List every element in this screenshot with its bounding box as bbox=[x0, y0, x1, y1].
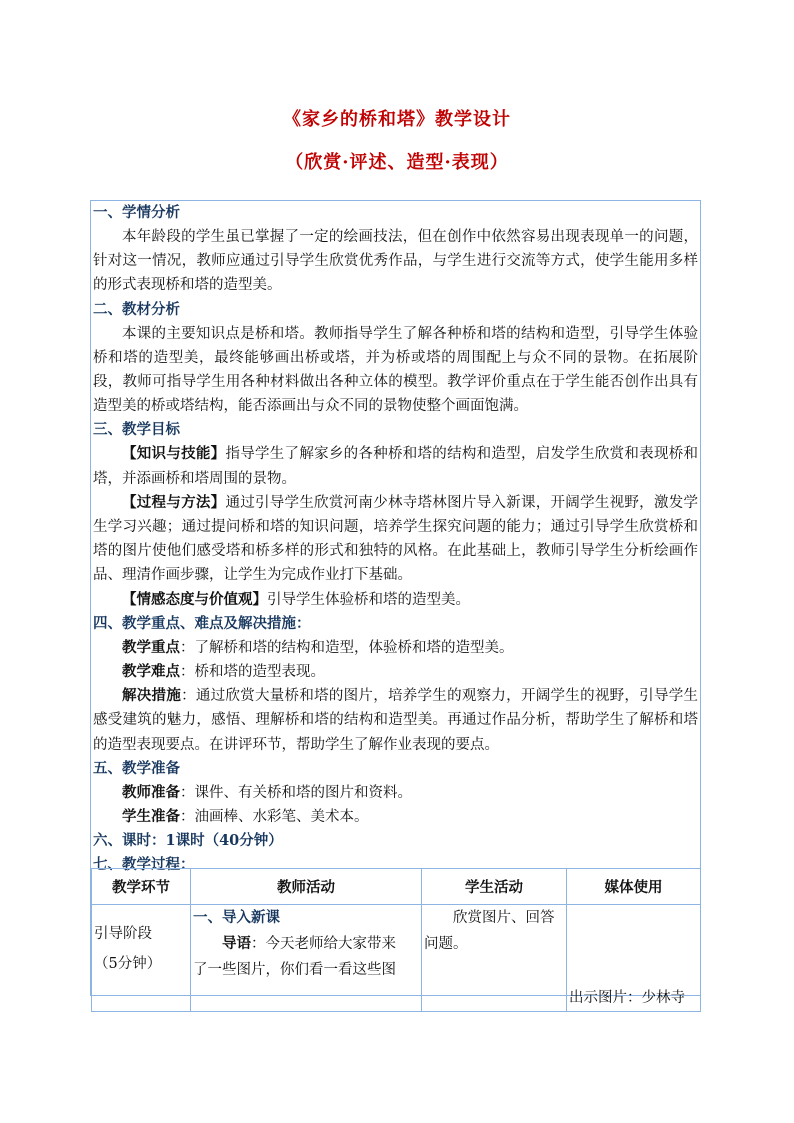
solution-label: 解决措施 bbox=[122, 687, 182, 705]
student-activity-2: 问题。 bbox=[424, 936, 468, 952]
teacher-activity-line1 bbox=[193, 931, 419, 957]
difficult-point bbox=[93, 660, 698, 684]
key-point-text: ：了解桥和塔的结构和造型，体验桥和塔的造型美。 bbox=[180, 639, 514, 656]
material-analysis-text: 本课的主要知识点是桥和塔。教师指导学生了解各种桥和塔的结构和造型，引导学生体验桥和塔的造型美，最终能够画出桥或塔，并为桥或塔的周围配上与众不同的景物。在拓展阶段，教师可指导学生用各种材料做出各种立体的模型。教学评价重点在于学生能否创作出具有造型美的桥或塔结构，能否添画出与众不同的景物使整个画面饱满。 bbox=[93, 325, 698, 415]
section-heading-process: 七、教学过程： bbox=[93, 856, 195, 874]
teacher-prep bbox=[93, 781, 698, 805]
teacher-prep-label: 教师准备 bbox=[122, 783, 180, 801]
student-analysis-text: 本年龄段的学生虽已掌握了一定的绘画技法，但在创作中依然容易出现表现单一的问题，针对这一情况，教师应通过引导学生欣赏优秀作品，与学生进行交流等方式，使学生能用多样的形式表现桥和塔的造型美。 bbox=[93, 229, 698, 294]
goal-knowledge bbox=[93, 442, 698, 490]
intro-text-2: 了一些图片，你们看一看这些图 bbox=[193, 962, 396, 978]
difficult-point-text: ：桥和塔的造型表现。 bbox=[180, 664, 325, 681]
section-heading-key-points: 四、教学重点、难点及解决措施： bbox=[93, 614, 311, 632]
table-row bbox=[92, 905, 701, 1012]
key-point-label: 教学重点 bbox=[122, 638, 180, 656]
section-heading-goals: 三、教学目标 bbox=[93, 421, 180, 439]
key-point bbox=[93, 636, 698, 660]
goal-process bbox=[93, 491, 698, 588]
difficult-point-label: 教学难点 bbox=[122, 663, 180, 681]
goal-process-label: 【过程与方法】 bbox=[122, 493, 226, 511]
goal-knowledge-label: 【知识与技能】 bbox=[122, 445, 226, 463]
goal-attitude-label: 【情感态度与价值观】 bbox=[122, 590, 267, 608]
section-heading-material-analysis: 二、教材分析 bbox=[93, 300, 180, 318]
intro-label: 导语 bbox=[222, 935, 251, 952]
cell-stage bbox=[92, 905, 191, 1012]
solution bbox=[93, 684, 698, 757]
solution-text: ：通过欣赏大量桥和塔的图片，培养学生的观察力，开阔学生的视野，引导学生感受建筑的魅力，感悟、理解桥和塔的结构和造型美。再通过作品分析，帮助学生了解桥和塔的造型表现要点。在讲评环节，帮助学生了解作业表现的要点。 bbox=[93, 688, 699, 753]
process-table bbox=[91, 868, 701, 1012]
section-heading-student-analysis: 一、学情分析 bbox=[93, 204, 180, 221]
stage-duration: （5分钟） bbox=[94, 956, 162, 972]
section-heading-preparation: 五、教学准备 bbox=[93, 759, 180, 777]
lesson-plan-body bbox=[93, 201, 698, 877]
goal-attitude-text: 引导学生体验桥和塔的造型美。 bbox=[267, 591, 470, 608]
table-header-stage: 教学环节 bbox=[92, 869, 191, 905]
goal-knowledge-text: 指导学生了解家乡的各种桥和塔的结构和造型，启发学生欣赏和表现桥和塔，并添画桥和塔周围的景物。 bbox=[93, 446, 699, 487]
table-header-media: 媒体使用 bbox=[567, 869, 701, 905]
cell-student bbox=[422, 905, 567, 1012]
student-prep-label: 学生准备 bbox=[122, 808, 180, 826]
cell-teacher bbox=[191, 905, 422, 1012]
table-header-student: 学生活动 bbox=[422, 869, 567, 905]
page-subtitle: （欣赏·评述、造型·表现） bbox=[285, 152, 509, 173]
student-prep bbox=[93, 805, 698, 829]
student-prep-text: ：油画棒、水彩笔、美术本。 bbox=[180, 809, 369, 826]
goal-attitude bbox=[93, 588, 698, 612]
table-header-teacher: 教师活动 bbox=[191, 869, 422, 905]
lesson-plan-frame bbox=[90, 200, 701, 1006]
teacher-prep-text: ：课件、有关桥和塔的图片和资料。 bbox=[180, 784, 412, 801]
page-title: 《家乡的桥和塔》教学设计 bbox=[283, 109, 511, 130]
stage-name: 引导阶段 bbox=[94, 926, 152, 942]
goal-process-text: 通过引导学生欣赏河南少林寺塔林图片导入新课，开阔学生视野，激发学生学习兴趣；通过提问桥和塔的知识问题，培养学生探究问题的能力；通过引导学生欣赏桥和塔的图片使他们感受塔和桥多样的形式和独特的风格。在此基础上，教师引导学生分析绘画作品、理清作画步骤，让学生为完成作业打下基础。 bbox=[93, 494, 699, 584]
intro-text-1: ：今天老师给大家带来 bbox=[251, 936, 396, 952]
media-text: 出示图片：少林寺 bbox=[569, 990, 685, 1006]
table-header-row bbox=[92, 869, 701, 905]
student-activity-1: 欣赏图片、回答 bbox=[453, 910, 555, 926]
section-heading-class-hours: 六、课时：1课时（40分钟） bbox=[93, 832, 283, 850]
cell-media bbox=[567, 905, 701, 1012]
teacher-activity-title: 一、导入新课 bbox=[193, 909, 280, 926]
